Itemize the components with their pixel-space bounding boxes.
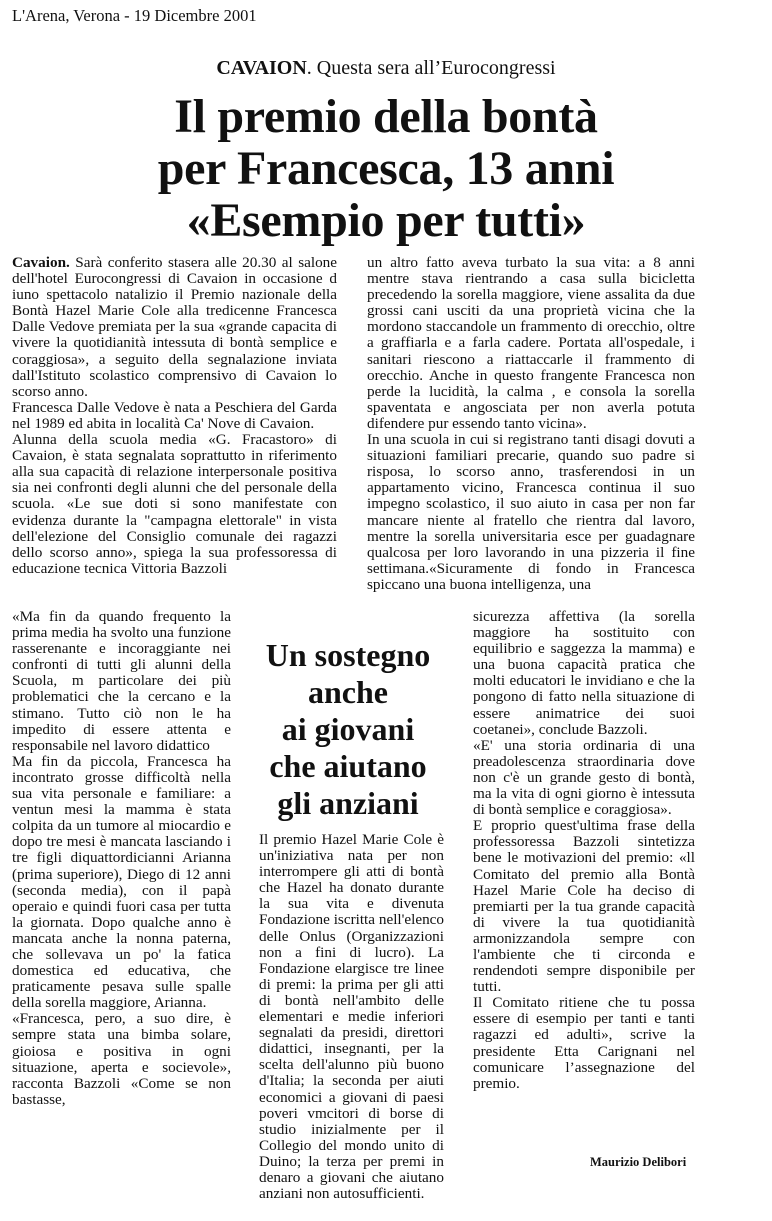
paragraph: sicurezza affettiva (la sorella maggiore ha sostituito con equilibrio e saggezza la mamma) e una buona capacità pratica che molti educatori le invidiano e che la pongono di fatto nella situazione di essere animatrice dei suoi coetanei», conclude Bazzoli. (473, 608, 695, 738)
lower-column-right (473, 609, 695, 1092)
paragraph: Il Comitato ritiene che tu possa essere di esempio per tanti e tanti ragazzi ed adulti», scrive la presidente Etta Carignani nel comunicare l’assegnazione del premio. (473, 994, 695, 1092)
byline: Maurizio Delibori (590, 1155, 687, 1169)
sidebar-title-line: che aiutano (269, 748, 427, 784)
kicker (0, 57, 772, 80)
sidebar-title-line: Un sostegno (265, 637, 431, 673)
paragraph: Ma fin da piccola, Francesca ha incontrato grosse difficoltà nella sua vita personale e familiare: a ventun mesi la mamma è stata colpita da un tumore al miocardio e dopo tre mesi è mancata lasciando i tre figli diquattordicianni Arianna (prima superiore), Diego di 12 anni (seconda media), con il papà operaio e quindi fuori casa per tutta la giornata. Dopo qualche anno è mancata anche la nonna paterna, che sollevava un po' la fatica domestica ed educativa, che praticamente pesava sulle spalle della sorella maggiore, Arianna. (12, 752, 231, 1012)
paragraph: Alunna della scuola media «G. Fracastoro» di Cavaion, è stata segnalata soprattutto in riferimento alla sua capacità di relazione interpersonale positiva sia nei confronti degli alunni che del personale della scuola. «Le sue doti si sono manifestate con evidenza durante la "campagna elettorale" in vista dell'elezione del Consiglio comunale dei ragazzi dello scorso anno», spiega la sua professoressa di educazione tecnica Vittoria Bazzoli (12, 431, 337, 577)
paragraph: E proprio quest'ultima frase della professoressa Bazzoli sintetizza bene le motivazioni del premio: «ll Comitato del premio alla Bontà Hazel Marie Cole ha deciso di premiarti per la tua grande capacità di vivere la tua quotidianità armonizzandola sempre con l'ambiente che ti circonda e rendendoti sempre disponibile per tutti. (473, 817, 695, 996)
lower-column-left (12, 609, 231, 1108)
sidebar-paragraph: Il premio Hazel Marie Cole è un'iniziativa nata per non interrompere gli atti di bontà che Hazel ha donato durante la sua vita e divenuta Fondazione iscritta nell'elenco delle Onlus (Organizzazioni non a fini di lucro). La Fondazione elargisce tre linee di premi: la prima per gli atti di bontà nell'ambito delle elementari e medie inferiori segnalati da presidi, direttori didattici, insegnanti, per la scelta dell'alunno più buono d'Italia; la seconda per aiuti economici a giovani di paesi poveri vmcitori di borse di studio inizialmente per il Collegio del mondo unito di Duino; la terza per premi in denaro a giovani che aiutano anziani non autosufficienti. (259, 831, 444, 1203)
headline-line-1: Il premio della bontà (174, 90, 598, 143)
headline (30, 91, 742, 247)
headline-line-3: «Esempio per tutti» (186, 194, 586, 247)
paragraph: un altro fatto aveva turbato la sua vita: a 8 anni mentre stava rientrando a casa sulla bicicletta precedendo la sorella maggiore, viene assalita da due grossi cani usciti da una proprietà vicina che la mordono staccandole un frammento di orecchio, oltre a graffiarla e a farla cadere. Portata all'ospedale, i sanitari riescono a riattaccarle il frammento di orecchio. Anche in questo frangente Francesca non perde la lucidità, la calma , e consola la sorella spaventata e angosciata per non averla potuta difendere pur essendo tanto vicina». (367, 254, 695, 432)
paragraph: «Francesca, pero, a suo dire, è sempre stata una bimba solare, gioiosa e positiva in ogni situazione, aperta e socievole», racconta Bazzoli «Come se non bastasse, (12, 1010, 231, 1108)
paragraph: «Ma fin da quando frequento la prima media ha svolto una funzione rasserenante e incoraggiante nei confronti di tutti gli alunni della Scuola, m particolare dei più problematici che la cercano e la stimano. Tutto ciò non le ha impedito di essere attenta e responsabile nel lavoro didattico (12, 608, 231, 754)
dateline: Cavaion. (12, 254, 70, 271)
kicker-place: CAVAION (216, 57, 307, 79)
sidebar-title (250, 637, 446, 822)
sidebar-title-line: ai giovani (281, 711, 415, 747)
sidebar-body (259, 832, 444, 1202)
publication-line: L'Arena, Verona - 19 Dicembre 2001 (12, 6, 257, 25)
kicker-text: . Questa sera all’Eurocongressi (306, 57, 556, 79)
lead-text: Sarà conferito stasera alle 20.30 al salone dell'hotel Eurocongressi di Cavaion in occasione d iuno spettacolo natalizio il Premio nazionale della Bontà Hazel Marie Cole alla tredicenne Francesca Dalle Vedove premiata per la sua «grande capacita di vivere la quotidianità intessuta di bontà semplice e coraggiosa», a seguito della segnalazione inviata dall'Istituto scolastico comprensivo di Cavaion lo scorso anno. (12, 254, 337, 400)
paragraph: «E' una storia ordinaria di una preadolescenza straordinaria dove non c'è un grande gesto di bontà, ma la vita di ogni giorno è intessuta di bontà semplice e coraggiosa». (473, 736, 695, 819)
sidebar-title-line: anche (308, 674, 388, 710)
headline-line-2: per Francesca, 13 anni (157, 142, 615, 195)
upper-column-right (367, 255, 695, 593)
paragraph: In una scuola in cui si registrano tanti disagi dovuti a situazioni familiari precarie, quando suo padre si risposa, lo scorso anno, trasferendosi in un appartamento vicino, Francesca continua il suo impegno scolastico, il suo aiuto in casa per non far mancare niente al fratello che rientra dal lavoro, mentre la sorella universitaria esce per guadagnare qualcosa per loro lavorando in una pizzeria il fine settimana.«Sicuramente di fondo in Francesca spiccano una buona intelligenza, una (367, 431, 695, 593)
lead-paragraph (12, 255, 337, 400)
upper-column-left (12, 255, 337, 577)
paragraph: Francesca Dalle Vedove è nata a Peschiera del Garda nel 1989 ed abita in località Ca' Nove di Cavaion. (12, 398, 337, 432)
sidebar-title-line: gli anziani (277, 785, 419, 821)
